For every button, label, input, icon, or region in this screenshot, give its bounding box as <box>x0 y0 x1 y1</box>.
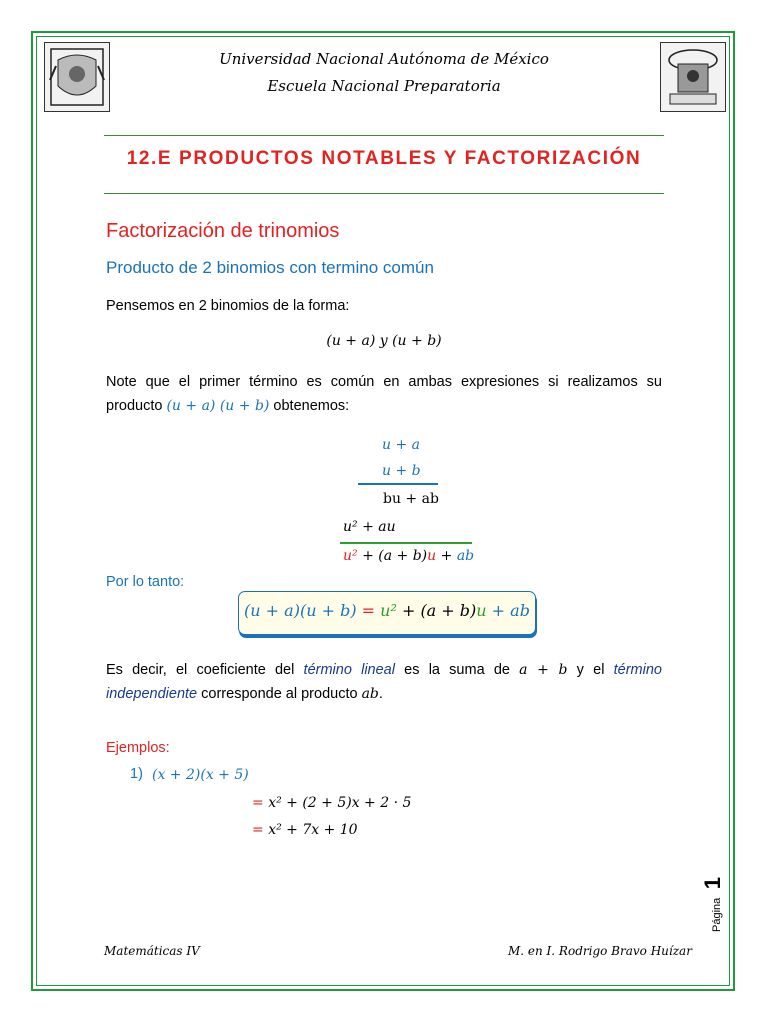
mult-row-4: u² + au <box>343 519 396 535</box>
mult-row-1: u + a <box>382 437 420 453</box>
university-name: Universidad Nacional Autónoma de México <box>219 50 549 68</box>
subsection-heading: Producto de 2 binomios con termino común <box>106 258 434 277</box>
footer-right: M. en I. Rodrigo Bravo Huízar <box>508 944 692 958</box>
mult-line <box>340 542 472 544</box>
conclusion-label: Por lo tanto: <box>106 574 185 590</box>
page-number: Página 1 <box>700 877 725 932</box>
paragraph: Pensemos en 2 binomios de la forma: <box>106 298 350 314</box>
divider <box>104 193 664 194</box>
boxed-formula: (u + a)(u + b) = u² + (a + b)u + ab <box>244 601 530 620</box>
page-border-inner <box>36 36 730 986</box>
divider <box>104 135 664 136</box>
example-step-2: = x² + 7x + 10 <box>252 822 358 838</box>
school-name: Escuela Nacional Preparatoria <box>267 77 501 95</box>
paragraph: Es decir, el coeficiente del término lineal es la suma de a + b y el término independiente corresponde al producto ab. <box>106 662 662 702</box>
footer-left: Matemáticas IV <box>104 944 200 958</box>
mult-result: u² + (a + b)u + ab <box>343 548 475 564</box>
mult-row-2: u + b <box>382 463 421 479</box>
example-step-1: = x² + (2 + 5)x + 2 · 5 <box>252 795 412 811</box>
section-heading: Factorización de trinomios <box>106 220 340 242</box>
example-number: 1) <box>130 766 143 782</box>
equation: (u + a) y (u + b) <box>326 333 442 349</box>
inline-expression: (u + a) (u + b) <box>166 398 270 414</box>
paragraph: Note que el primer término es común en ambas expresiones si realizamos su producto (u + a) (u + b) obtenemos: <box>106 374 662 414</box>
example-expression: (x + 2)(x + 5) <box>152 767 249 783</box>
page-title: 12.E PRODUCTOS NOTABLES Y FACTORIZACIÓN <box>126 148 642 169</box>
examples-label: Ejemplos: <box>106 740 170 756</box>
mult-line <box>358 483 438 485</box>
mult-row-3: bu + ab <box>383 491 439 507</box>
